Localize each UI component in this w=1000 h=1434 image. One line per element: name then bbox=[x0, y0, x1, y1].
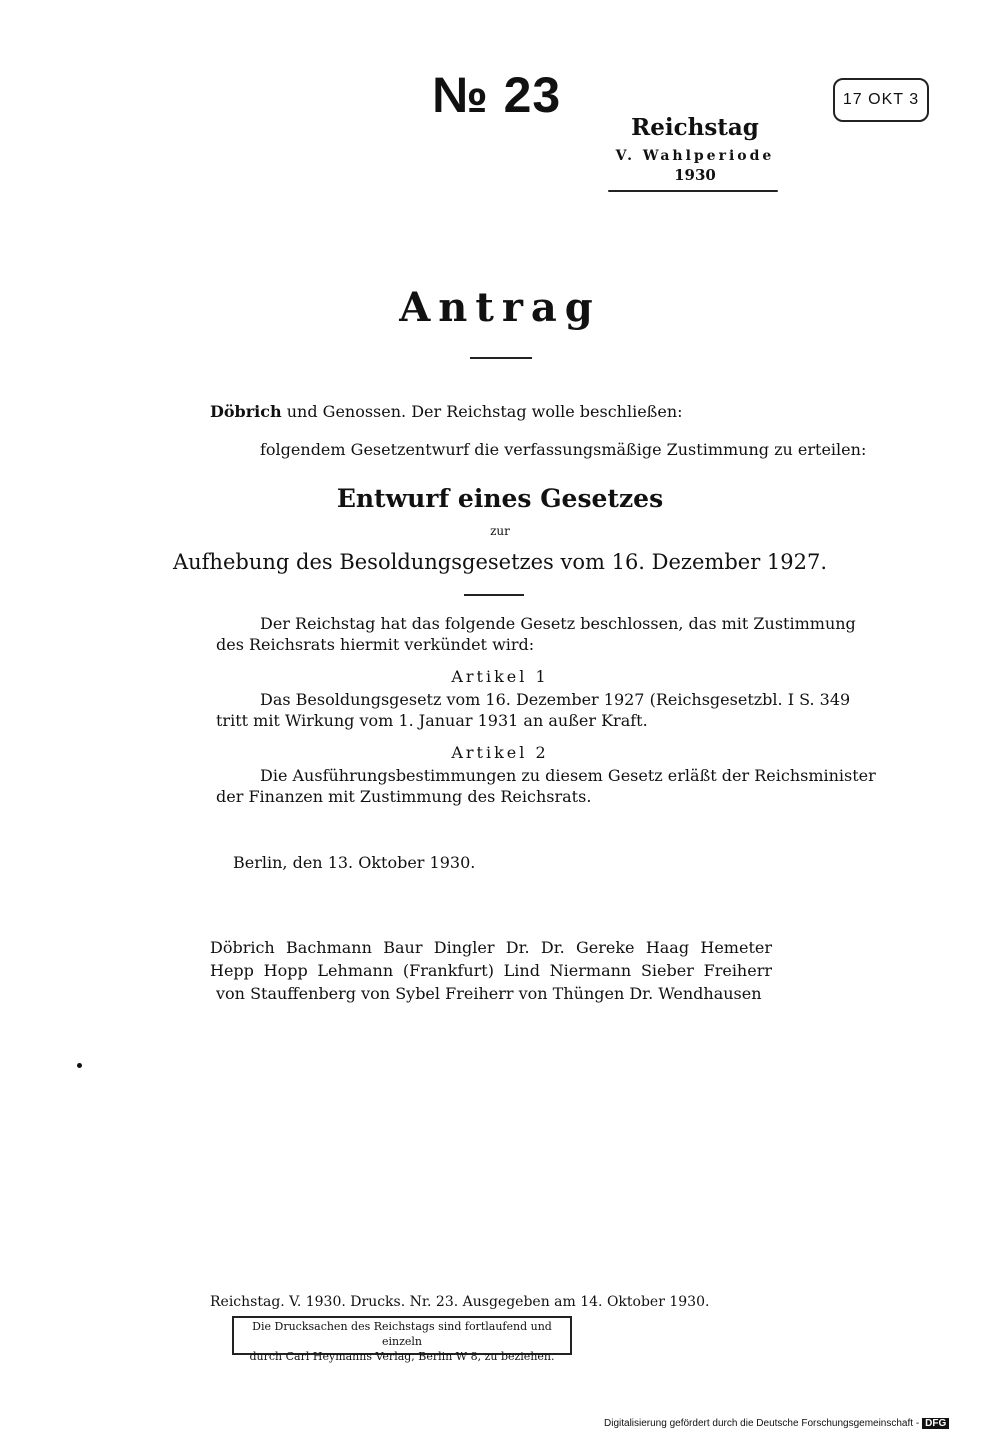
intro-line bbox=[210, 402, 683, 421]
intro-line-2: folgendem Gesetzentwurf die verfassungsmäßige Zustimmung zu erteilen: bbox=[260, 440, 867, 459]
article-1-heading: Artikel 1 bbox=[451, 667, 549, 686]
footer-notice-line-1: Die Drucksachen des Reichstags sind fortlaufend und einzeln bbox=[252, 1320, 552, 1348]
preamble-line-2: des Reichsrats hiermit verkündet wird: bbox=[216, 635, 535, 654]
draft-title: Entwurf eines Gesetzes bbox=[336, 484, 664, 513]
document-number: № 23 bbox=[432, 67, 562, 123]
document-title: Antrag bbox=[399, 284, 601, 331]
draft-zur: zur bbox=[490, 524, 510, 538]
signatories-line-1: Döbrich Bachmann Baur Dingler Dr. Dr. Gereke Haag Hemeter bbox=[210, 938, 772, 957]
footer-notice-line-2: durch Carl Heymanns Verlag, Berlin W 8, zu beziehen. bbox=[249, 1350, 555, 1363]
period-label: V. Wahlperiode bbox=[615, 148, 775, 164]
received-stamp: 17 OKT 3 bbox=[833, 78, 929, 122]
preamble-line-1: Der Reichstag hat das folgende Gesetz beschlossen, das mit Zustimmung bbox=[260, 614, 856, 633]
article-1-line-1: Das Besoldungsgesetz vom 16. Dezember 1927 (Reichsgesetzbl. I S. 349 bbox=[260, 690, 851, 709]
margin-dot bbox=[77, 1063, 82, 1068]
credit-text: Digitalisierung gefördert durch die Deutsche Forschungsgemeinschaft - bbox=[604, 1418, 920, 1429]
signatories-line-2: Hepp Hopp Lehmann (Frankfurt) Lind Niermann Sieber Freiherr bbox=[210, 961, 772, 980]
reichstag-label: Reichstag bbox=[631, 114, 759, 141]
draft-divider bbox=[464, 594, 524, 596]
intro-text: und Genossen. Der Reichstag wolle beschließen: bbox=[286, 402, 683, 421]
dfg-logo: DFG bbox=[922, 1418, 949, 1429]
title-divider bbox=[470, 357, 532, 359]
draft-subtitle: Aufhebung des Besoldungsgesetzes vom 16. Dezember 1927. bbox=[172, 550, 828, 574]
article-2-line-1: Die Ausführungsbestimmungen zu diesem Gesetz erläßt der Reichsminister bbox=[260, 766, 876, 785]
footer-notice-box bbox=[232, 1316, 572, 1363]
digitization-credit bbox=[604, 1418, 949, 1429]
footer-imprint: Reichstag. V. 1930. Drucks. Nr. 23. Ausgegeben am 14. Oktober 1930. bbox=[210, 1294, 710, 1310]
signatories-line-3: von Stauffenberg von Sybel Freiherr von Thüngen Dr. Wendhausen bbox=[216, 984, 762, 1003]
article-2-line-2: der Finanzen mit Zustimmung des Reichsrats. bbox=[216, 787, 592, 806]
header-rule bbox=[608, 190, 778, 192]
article-2-heading: Artikel 2 bbox=[451, 743, 549, 762]
article-1-line-2: tritt mit Wirkung vom 1. Januar 1931 an außer Kraft. bbox=[216, 711, 648, 730]
intro-name: Döbrich bbox=[210, 402, 282, 421]
place-date: Berlin, den 13. Oktober 1930. bbox=[233, 853, 476, 872]
year-label: 1930 bbox=[674, 166, 716, 184]
